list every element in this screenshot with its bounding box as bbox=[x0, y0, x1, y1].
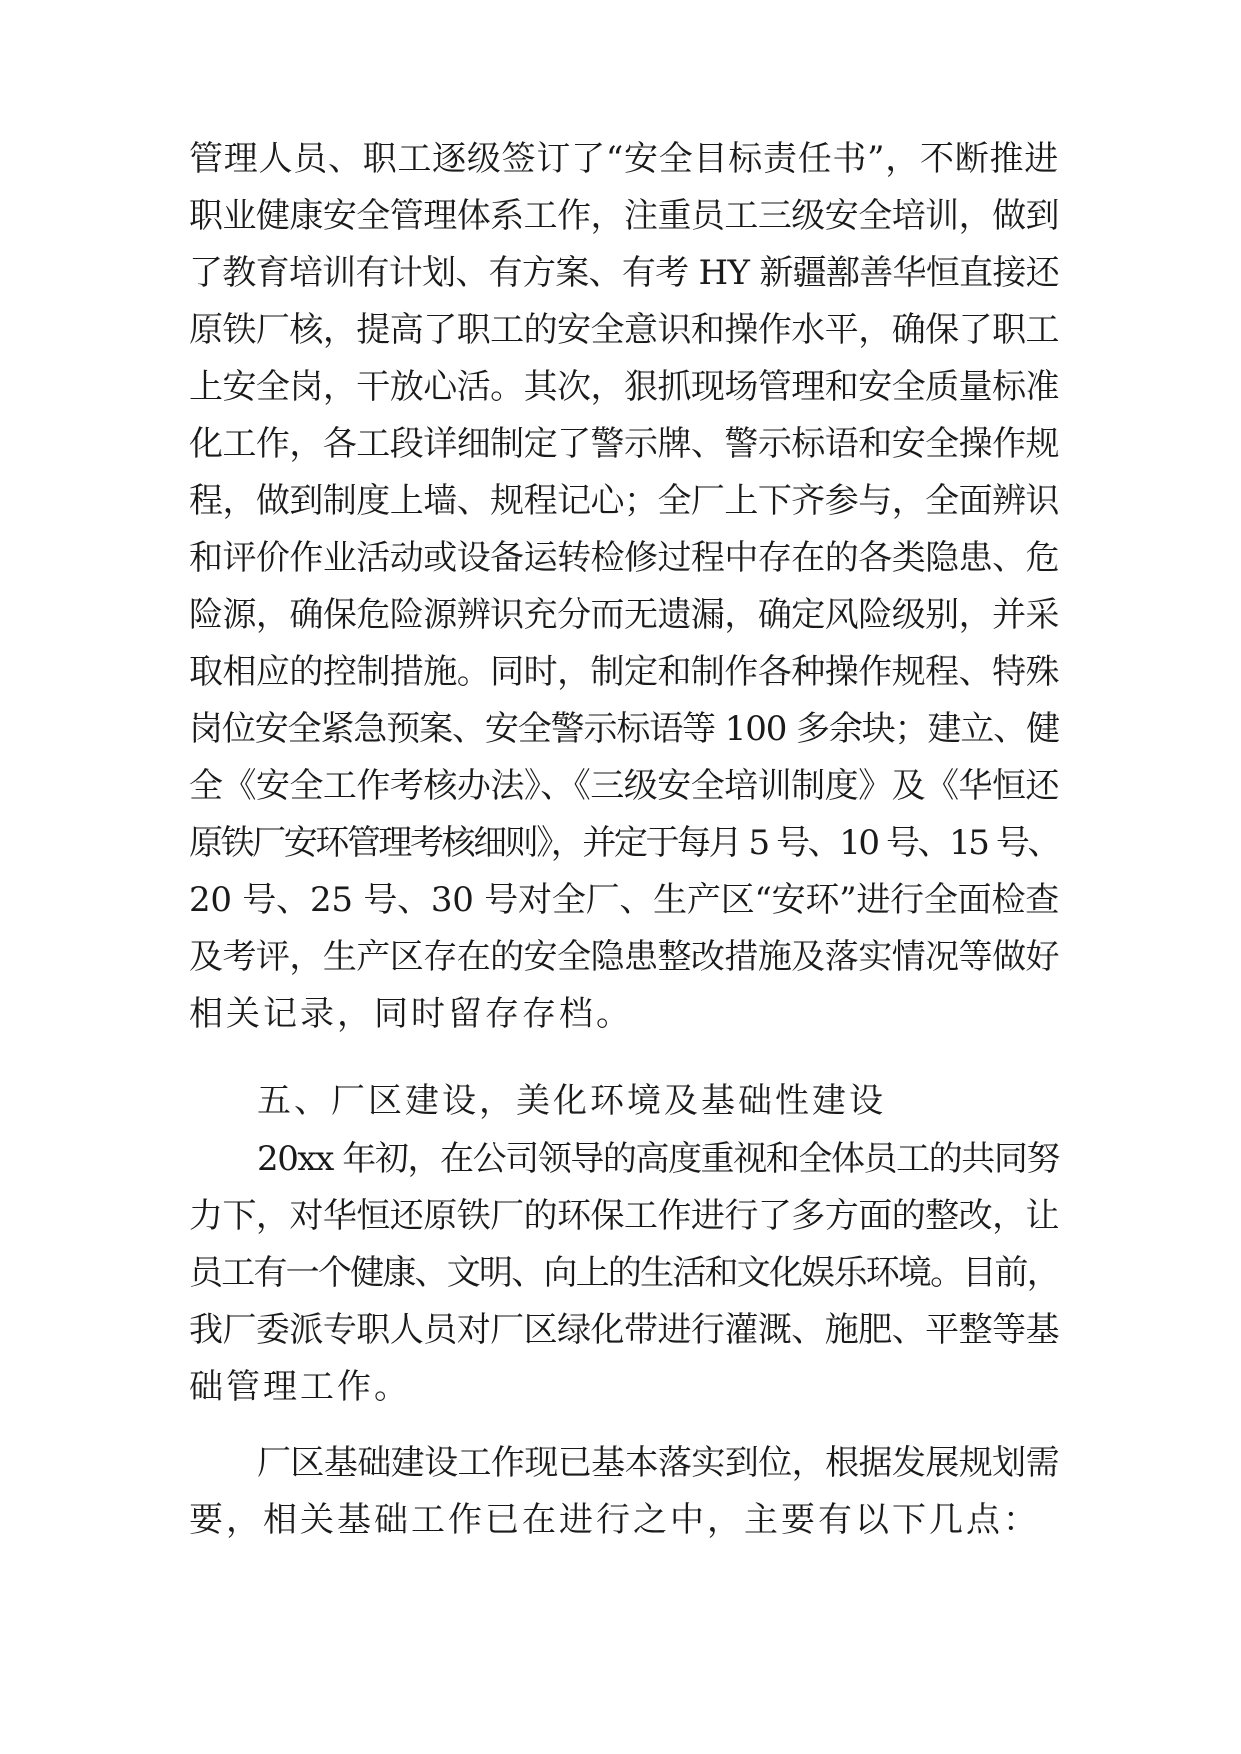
text-line: 20 号、25 号、30 号对全厂、生产区“安环”进行全面检查 bbox=[189, 880, 1059, 920]
text-line: 原铁厂安环管理考核细则》，并定于每月 5 号、10 号、15 号、 bbox=[189, 823, 1059, 863]
text-line: 职业健康安全管理体系工作，注重员工三级安全培训，做到 bbox=[189, 196, 1059, 236]
text-line: 力下，对华恒还原铁厂的环保工作进行了多方面的整改，让 bbox=[189, 1196, 1059, 1236]
text-line: 管理人员、职工逐级签订了“安全目标责任书”，不断推进 bbox=[189, 139, 1059, 179]
text-line: 原铁厂核，提高了职工的安全意识和操作水平，确保了职工 bbox=[189, 310, 1059, 350]
text-line: 岗位安全紧急预案、安全警示标语等 100 多余块；建立、健 bbox=[189, 709, 1059, 749]
paragraph-environment bbox=[189, 1131, 1059, 1416]
text-line: 及考评，生产区存在的安全隐患整改措施及落实情况等做好 bbox=[189, 937, 1059, 977]
text-line: 程，做到制度上墙、规程记心；全厂上下齐参与，全面辨识 bbox=[189, 481, 1059, 521]
text-line: 取相应的控制措施。同时，制定和制作各种操作规程、特殊 bbox=[189, 652, 1059, 692]
text-line: 础管理工作。 bbox=[189, 1367, 411, 1407]
text-line: 和评价作业活动或设备运转检修过程中存在的各类隐患、危 bbox=[189, 538, 1059, 578]
heading-line: 五、厂区建设，美化环境及基础性建设 bbox=[257, 1081, 886, 1121]
paragraph-infrastructure bbox=[189, 1435, 1059, 1549]
text-line: 化工作，各工段详细制定了警示牌、警示标语和安全操作规 bbox=[189, 424, 1059, 464]
text-line: 险源，确保危险源辨识充分而无遗漏，确定风险级别，并采 bbox=[189, 595, 1059, 635]
text-line: 相关记录，同时留存存档。 bbox=[189, 994, 633, 1034]
text-line: 上安全岗，干放心活。其次，狠抓现场管理和安全质量标准 bbox=[189, 367, 1059, 407]
text-line: 全《安全工作考核办法》、《三级安全培训制度》及《华恒还 bbox=[189, 766, 1059, 806]
text-line: 要，相关基础工作已在进行之中，主要有以下几点： bbox=[189, 1500, 1040, 1540]
text-line: 厂区基础建设工作现已基本落实到位，根据发展规划需 bbox=[257, 1443, 1059, 1483]
section-heading bbox=[189, 1073, 1059, 1130]
text-line: 员工有一个健康、文明、向上的生活和文化娱乐环境。目前， bbox=[189, 1253, 1059, 1293]
paragraph-safety-management bbox=[189, 131, 1059, 1043]
text-line: 20xx 年初，在公司领导的高度重视和全体员工的共同努 bbox=[257, 1139, 1059, 1179]
text-line: 了教育培训有计划、有方案、有考 HY 新疆鄯善华恒直接还 bbox=[189, 253, 1059, 293]
text-line: 我厂委派专职人员对厂区绿化带进行灌溉、施肥、平整等基 bbox=[189, 1310, 1059, 1350]
